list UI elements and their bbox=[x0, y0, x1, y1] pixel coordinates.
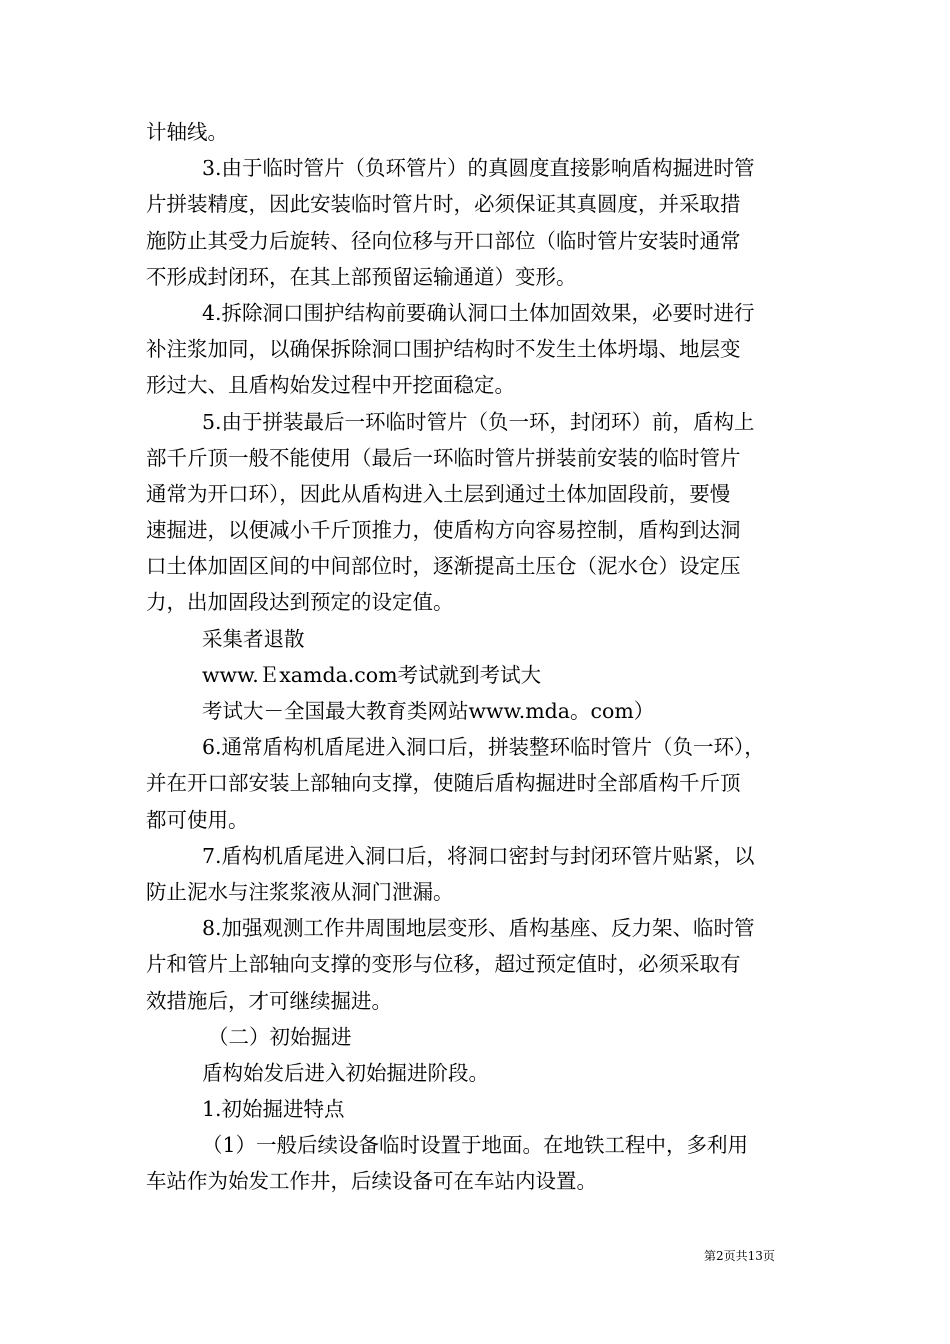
text-line: www.Ｅxamda.com考试就到考试大 bbox=[202, 662, 542, 687]
text-line: 6.通常盾构机盾尾进入洞口后，拼装整环临时管片（负一环）， bbox=[202, 735, 765, 760]
text-line: 4.拆除洞口围护结构前要确认洞口土体加固效果，必要时进行 bbox=[202, 300, 755, 325]
text-line: 施防止其受力后旋转、径向位移与开口部位（临时管片安装时通常 bbox=[146, 228, 741, 253]
text-line: 8.加强观测工作井周围地层变形、盾构基座、反力架、临时管 bbox=[202, 916, 755, 941]
text-line: 防止泥水与注浆浆液从洞门泄漏。 bbox=[146, 879, 454, 904]
text-line: 片拼装精度，因此安装临时管片时，必须保证其真圆度，并采取措 bbox=[146, 192, 741, 217]
text-line: 都可使用。 bbox=[146, 807, 249, 832]
text-line: 盾构始发后进入初始掘进阶段。 bbox=[202, 1060, 489, 1085]
text-line: （1）一般后续设备临时设置于地面。在地铁工程中，多利用 bbox=[202, 1133, 749, 1158]
text-line: 补注浆加同，以确保拆除洞口围护结构时不发生土体坍塌、地层变 bbox=[146, 337, 741, 362]
page-number: 第2页共13页 bbox=[704, 1249, 775, 1263]
text-line: 采集者退散 bbox=[202, 626, 305, 651]
text-line: 速掘进，以便减小千斤顶推力，使盾构方向容易控制，盾构到达洞 bbox=[146, 518, 741, 543]
text-line: 车站作为始发工作井，后续设备可在车站内设置。 bbox=[146, 1169, 597, 1194]
text-line: 考试大－全国最大教育类网站www.mda。com） bbox=[202, 699, 655, 723]
text-line: 计轴线。 bbox=[146, 120, 228, 144]
text-line: 不形成封闭环，在其上部预留运输通道）变形。 bbox=[146, 264, 577, 289]
text-line: 力，出加固段达到预定的设定值。 bbox=[146, 590, 454, 615]
section-heading: （二）初始掘进 bbox=[208, 1024, 352, 1049]
text-line: 3.由于临时管片（负环管片）的真圆度直接影响盾构掘进时管 bbox=[202, 156, 755, 181]
text-line: 通常为开口环），因此从盾构进入土层到通过土体加固段前，要慢 bbox=[146, 481, 731, 506]
text-line: 7.盾构机盾尾进入洞口后，将洞口密封与封闭环管片贴紧，以 bbox=[202, 843, 755, 868]
text-line: 5.由于拼装最后一环临时管片（负一环，封闭环）前，盾构上 bbox=[202, 409, 755, 434]
subsection-heading: 1.初始掘进特点 bbox=[202, 1097, 345, 1122]
text-line: 效措施后，才可继续掘进。 bbox=[146, 988, 392, 1013]
document-body bbox=[146, 114, 811, 1200]
text-line: 片和管片上部轴向支撑的变形与位移，超过预定值时，必须采取有 bbox=[146, 952, 741, 977]
text-line: 并在开口部安装上部轴向支撑，使随后盾构掘进时全部盾构千斤顶 bbox=[146, 771, 741, 796]
text-line: 口土体加固区间的中间部位时，逐渐提高土压仓（泥水仓）设定压 bbox=[146, 554, 741, 579]
text-line: 形过大、且盾构始发过程中开挖面稳定。 bbox=[146, 373, 515, 398]
text-line: 部千斤顶一般不能使用（最后一环临时管片拼装前安装的临时管片 bbox=[146, 445, 741, 470]
